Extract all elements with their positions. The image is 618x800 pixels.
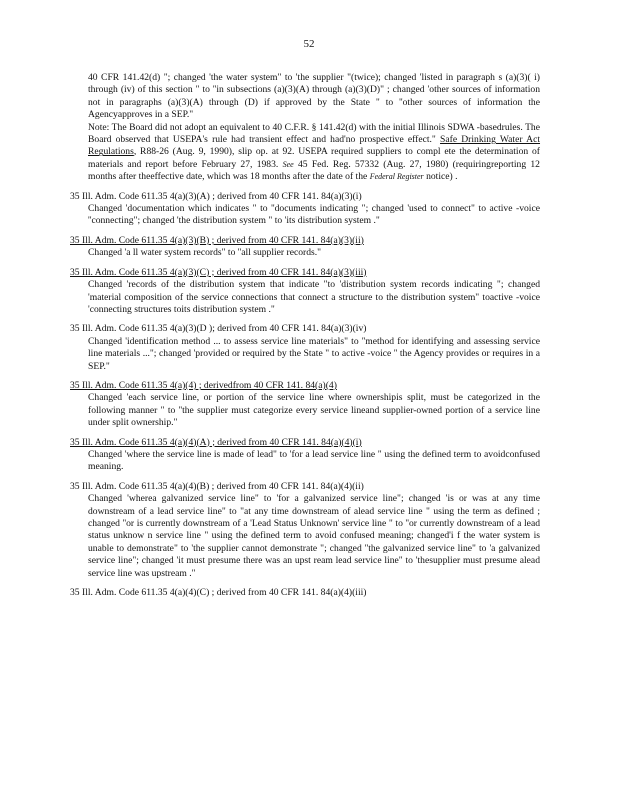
- entry-body: Changed 'each service line, or portion of the service line where ownershipis split, must be categorized in the following manner " to ''the supplier must categorize every service lineand supplier-owned portion of a service line under split ownership.": [88, 392, 540, 429]
- entry-body: Changed 'identification method ... to assess service line materials" to ''method for identifying and assessing service line materials ..."; changed 'provided or required by the State " to active -voice '' the Agency provides or requires in a SEP.": [88, 335, 540, 372]
- page-number: 52: [303, 38, 315, 50]
- entry-heading: 35 Ill. Adm. Code 611.35 4(a)(4)(C) ; derived from 40 CFR 141. 84(a)(4)(iii): [70, 587, 367, 599]
- entry-heading: 35 Ill. Adm. Code 611.35 4(a)(4)(A) ; derived from 40 CFR 141. 84(a)(4)(i): [70, 436, 362, 448]
- entry-heading: 35 Ill. Adm. Code 611.35 4(a)(3)(D ); derived from 40 CFR 141. 84(a)(3)(iv): [70, 323, 367, 335]
- page-content: [70, 72, 540, 606]
- intro-block: [70, 72, 540, 184]
- intro-paragraph: 40 CFR 141.42(d) "; changed 'the water system" to 'the supplier "(twice); changed 'listed in paragraph s (a)(3)( i) through (iv) of this section " to ''in subsections (a)(3)(A) through (a)(3)(D)" ; changed 'other sources of information not in paragraphs (a)(3)(A) through (D) if approved by the State " to ''other sources of information the Agencyapproves in a SEP.": [88, 72, 540, 121]
- entry-body: Changed 'a ll water system records" to ''all supplier records.": [88, 247, 322, 259]
- derivation-entry: [70, 437, 540, 474]
- entry-heading: 35 Ill. Adm. Code 611.35 4(a)(3)(A) ; derived from 40 CFR 141. 84(a)(3)(i): [70, 190, 362, 202]
- entry-heading: 35 Ill. Adm. Code 611.35 4(a)(3)(C) ; derived from 40 CFR 141. 84(a)(3)(iii): [70, 266, 367, 278]
- derivation-entry: [70, 323, 540, 373]
- entry-body: Changed 'wherea galvanized service line" to 'for a galvanized service line"; changed 'is or was at any time downstream of a lead service line" to "at any time downstream of alead service line " using the term as defined ; changed ''or is currently downstream of a 'Lead Status Unknown' service line " to ''or currently downstream of a lead status unknow n service line " using the defined term to avoid confused meaning; changed'i f the water system is unable to demonstrate" to 'the supplier cannot demonstrate "; changed ''the galvanized service line" to 'a galvanized service line"; changed 'it must presume there was an upst ream lead service line" to 'thesupplier must presume alead service line was upstream .": [88, 493, 540, 579]
- entry-heading: 35 Ill. Adm. Code 611.35 4(a)(4) ; derivedfrom 40 CFR 141. 84(a)(4): [70, 379, 337, 391]
- derivation-entry: [70, 587, 540, 599]
- federal-register-label: Federal Register: [369, 172, 424, 182]
- entry-body: Changed 'documentation which indicates " to ''documents indicating "; changed 'used to connect" to active -voice ''connecting"; changed 'the distribution system " to 'its distribution system .": [88, 203, 540, 227]
- board-note: [70, 122, 540, 184]
- note-fed-reg-citation: 45 Fed. Reg. 57332 (Aug. 27, 1980) (requiringreporting 12 months after theeffective date, which was 18 months after the date of the: [88, 158, 540, 183]
- derivation-entry: [70, 481, 540, 580]
- note-text-after-case: , R88-26 (Aug. 9, 1990), slip op. at 92. USEPA required suppliers to compl ete the determination of materials and report before February 27, 1983.: [88, 146, 540, 170]
- derivation-entry: [70, 267, 540, 317]
- entry-body: Changed 'records of the distribution system that indicate "to 'distribution system records indicating "; changed 'material composition of the service connections that connect a structure to the distribution system" toactive -voice 'connecting structures toits distribution system .": [88, 279, 540, 315]
- note-text-before-case: Note: The Board did not adopt an equivalent to 40 C.F.R. § 141.42(d) with the initial Illinois SDWA -basedrules. The Board observed that USEPA's rule had transient effect and had'no prospective effect.": [88, 121, 540, 146]
- derivation-entry: [70, 191, 540, 228]
- note-end: notice) .: [426, 171, 458, 183]
- derivation-entry: [70, 235, 540, 260]
- entry-heading: 35 Ill. Adm. Code 611.35 4(a)(3)(B) ; derived from 40 CFR 141. 84(a)(3)(ii): [70, 234, 364, 246]
- see-signal: See: [282, 159, 294, 169]
- entry-heading: 35 Ill. Adm. Code 611.35 4(a)(4)(B) ; derived from 40 CFR 141. 84(a)(4)(ii): [70, 480, 364, 492]
- entry-body: Changed 'where the service line is made of lead" to 'for a lead service line " using the defined term to avoidconfused meaning.: [88, 448, 540, 473]
- case-name: Safe Drinking Water Act Regulations: [88, 134, 541, 158]
- derivation-entry: [70, 380, 540, 430]
